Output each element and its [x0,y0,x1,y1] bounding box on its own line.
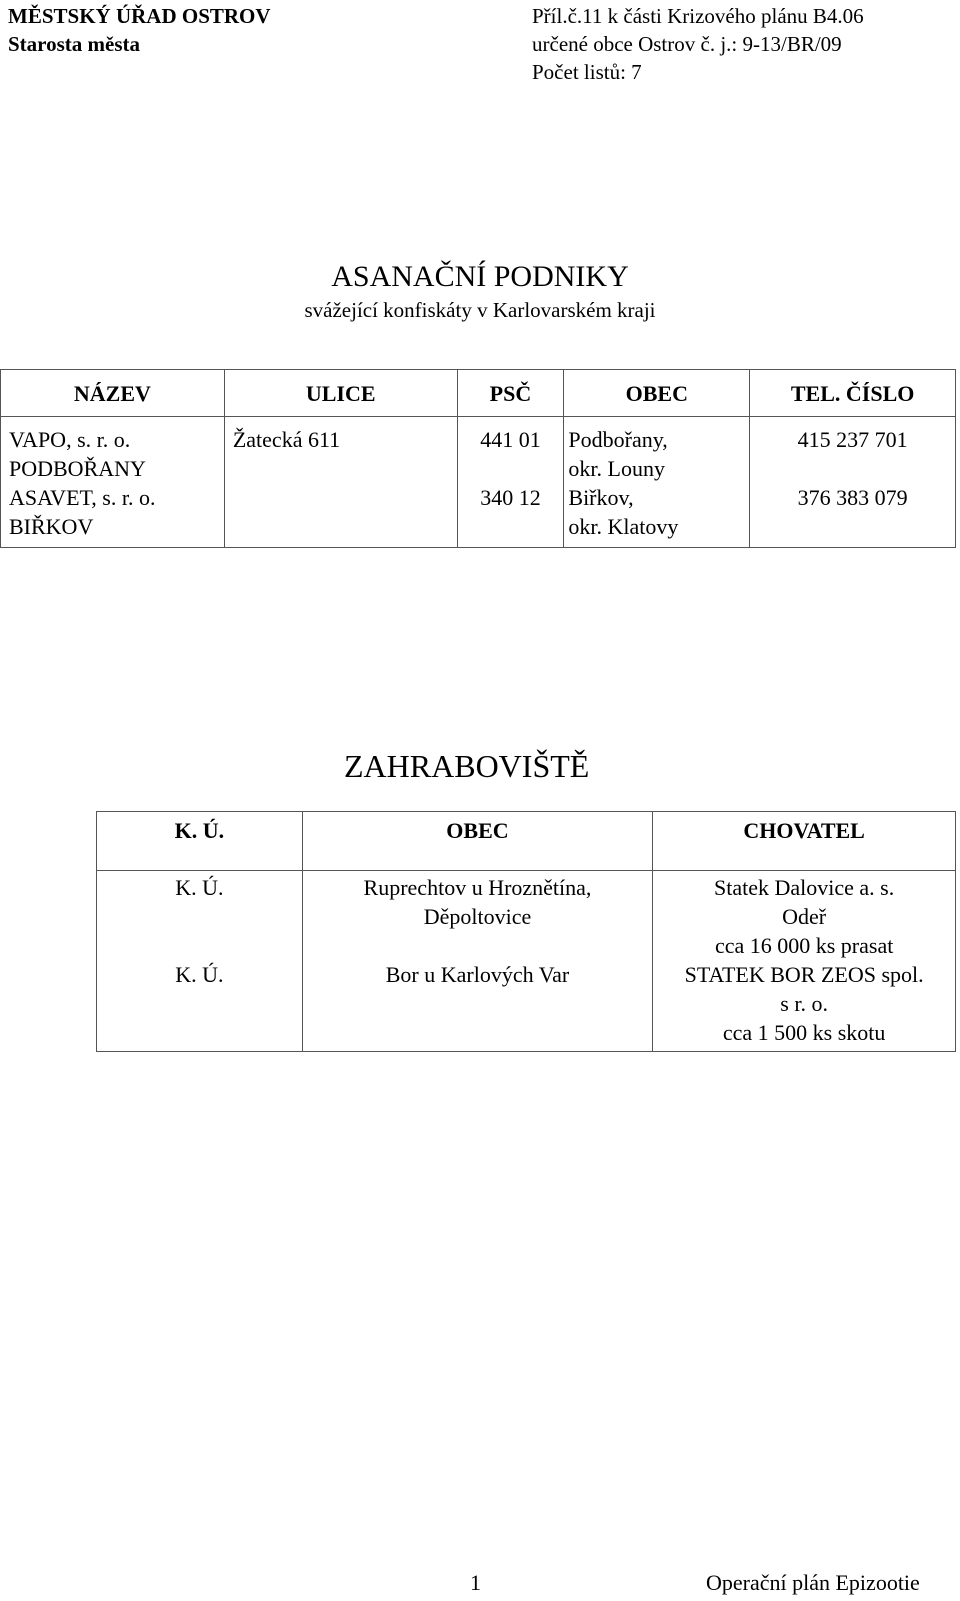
cell-street: Žatecká 611 [224,425,457,483]
col-header-ku: K. Ú. [97,812,303,871]
col-header-chovatel: CHOVATEL [653,812,956,871]
asanace-table [0,369,956,548]
cell-obec: Bor u Karlových Var [302,960,653,1052]
cell-tel: 415 237 701 [750,425,956,483]
mayor-title: Starosta města [8,32,141,56]
table-row [97,960,956,1052]
zahrab-title: ZAHRABOVIŠTĚ [344,748,590,784]
cell-obec: Podbořany, okr. Louny [564,425,750,483]
cell-obec: Ruprechtov u Hroznětína, Děpoltovice [302,873,653,960]
cell-chovatel: STATEK BOR ZEOS spol. s r. o. cca 1 500 ks skotu [653,960,956,1052]
office-name: MĚSTSKÝ ÚŘAD OSTROV [8,4,271,28]
reference-number: určené obce Ostrov č. j.: 9-13/BR/09 [532,32,842,56]
cell-psc: 441 01 [457,425,564,483]
zahrab-table [96,811,956,1052]
table-header-row [97,812,956,871]
document-name: Operační plán Epizootie [706,1570,920,1595]
col-header-name: NÁZEV [1,370,225,417]
cell-psc: 340 12 [457,483,564,548]
cell-obec: Biřkov, okr. Klatovy [564,483,750,548]
col-header-psc: PSČ [457,370,564,417]
cell-street [224,483,457,548]
attachment-label: Příl.č.11 k části Krizového plánu B4.06 [532,4,864,28]
table-row [1,483,956,548]
cell-chovatel: Statek Dalovice a. s. Odeř cca 16 000 ks prasat [653,873,956,960]
col-header-tel: TEL. ČÍSLO [750,370,956,417]
sheet-count: Počet listů: 7 [532,60,642,84]
table-row [1,425,956,483]
asanace-subtitle: svážející konfiskáty v Karlovarském kraji [304,298,656,322]
page-number: 1 [470,1570,481,1595]
col-header-obec: OBEC [564,370,750,417]
table-header-row [1,370,956,417]
cell-name: VAPO, s. r. o. PODBOŘANY [1,425,225,483]
table-row [97,873,956,960]
col-header-street: ULICE [224,370,457,417]
cell-ku: K. Ú. [97,960,303,1052]
asanace-title: ASANAČNÍ PODNIKY [331,260,629,293]
col-header-obec: OBEC [302,812,653,871]
cell-tel: 376 383 079 [750,483,956,548]
cell-name: ASAVET, s. r. o. BIŘKOV [1,483,225,548]
cell-ku: K. Ú. [97,873,303,960]
